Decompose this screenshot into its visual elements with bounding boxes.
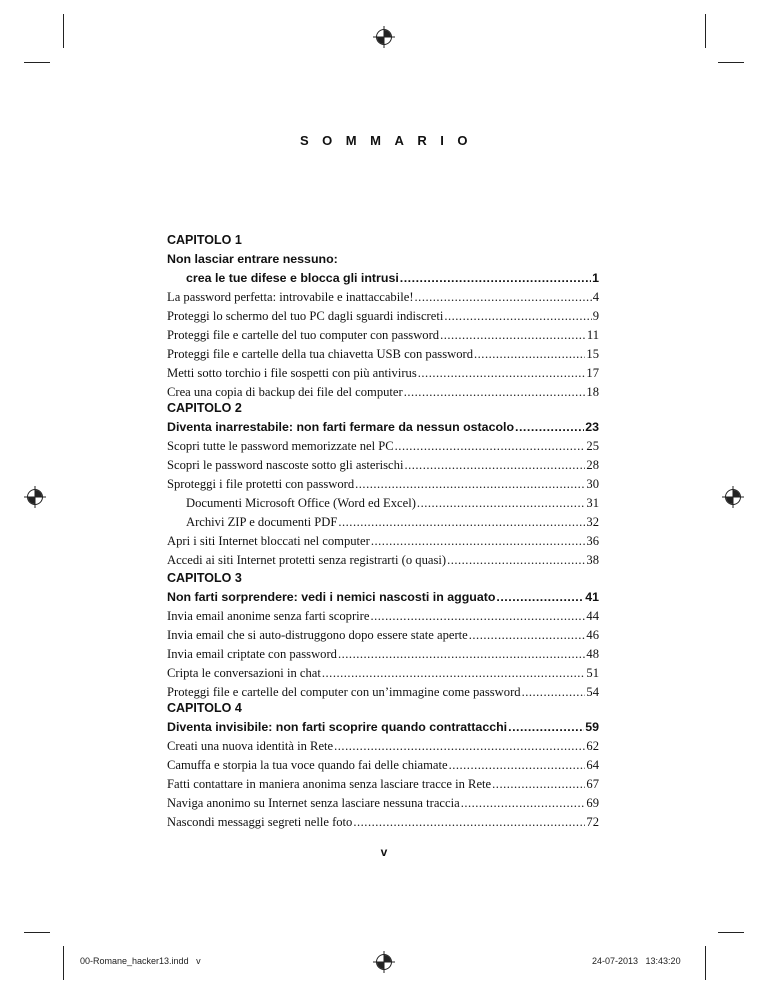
chapter-title-entry xyxy=(167,718,599,737)
entry-title: Nascondi messaggi segreti nelle foto xyxy=(167,815,353,829)
entry-page: 17 xyxy=(586,366,599,380)
toc-entry xyxy=(167,664,599,683)
entry-title: Crea una copia di backup dei file del computer xyxy=(167,385,403,399)
entry-title: Apri i siti Internet bloccati nel computer xyxy=(167,534,370,548)
chapter-3-block xyxy=(167,569,599,702)
crop-mark-bottom-right-v xyxy=(705,946,706,980)
leader-dots xyxy=(418,364,586,383)
chapter-page: 41 xyxy=(585,590,599,604)
entry-title: Camuffa e storpia la tua voce quando fai delle chiamate xyxy=(167,758,448,772)
leader-dots xyxy=(395,437,586,456)
toc-entry xyxy=(167,345,599,364)
entry-title: Fatti contattare in maniera anonima senza lasciare tracce in Rete xyxy=(167,777,492,791)
chapter-page: 23 xyxy=(585,420,599,434)
entry-title: Invia email criptate con password xyxy=(167,647,337,661)
leader-dots xyxy=(449,756,586,775)
entry-page: 25 xyxy=(586,439,599,453)
toc-entry xyxy=(167,813,599,832)
entry-title: Accedi ai siti Internet protetti senza registrarti (o quasi) xyxy=(167,553,447,567)
slug-filename: 00-Romane_hacker13.indd v xyxy=(80,956,201,966)
entry-page: 4 xyxy=(592,290,599,304)
entry-title: Proteggi file e cartelle del tuo computer con password xyxy=(167,328,440,342)
chapter-2-block xyxy=(167,399,599,570)
entry-page: 18 xyxy=(586,385,599,399)
toc-entry xyxy=(167,794,599,813)
entry-page: 44 xyxy=(586,609,599,623)
entry-title: Proteggi file e cartelle del computer con un’immagine come password xyxy=(167,685,521,699)
toc-entry xyxy=(167,645,599,664)
leader-dots xyxy=(440,326,586,345)
toc-entry xyxy=(167,364,599,383)
chapter-page: 1 xyxy=(592,271,599,285)
registration-mark-top-icon xyxy=(373,26,395,48)
entry-title: Proteggi lo schermo del tuo PC dagli sguardi indiscreti xyxy=(167,309,444,323)
leader-dots xyxy=(322,664,586,683)
leader-dots xyxy=(355,475,585,494)
leader-dots xyxy=(338,645,585,664)
chapter-title-line: Non lasciar entrare nessuno: xyxy=(167,252,338,266)
toc-entry xyxy=(167,756,599,775)
crop-mark-bottom-right-h xyxy=(718,932,744,933)
entry-title: Invia email anonime senza farti scoprire xyxy=(167,609,370,623)
toc-entry xyxy=(167,307,599,326)
chapter-4-block xyxy=(167,699,599,832)
chapter-title: Diventa invisibile: non farti scoprire quando contrattacchi xyxy=(167,720,508,734)
leader-dots xyxy=(492,775,585,794)
entry-page: 67 xyxy=(586,777,599,791)
crop-mark-bottom-left-v xyxy=(63,946,64,980)
chapter-title-entry xyxy=(167,418,599,437)
entry-title: Naviga anonimo su Internet senza lasciare nessuna traccia xyxy=(167,796,460,810)
entry-page: 15 xyxy=(586,347,599,361)
slug-timestamp: 24-07-2013 13:43:20 xyxy=(592,956,681,966)
entry-page: 36 xyxy=(586,534,599,548)
entry-title: Archivi ZIP e documenti PDF xyxy=(186,515,338,529)
entry-page: 72 xyxy=(586,815,599,829)
entry-page: 46 xyxy=(586,628,599,642)
crop-mark-top-right-h xyxy=(718,62,744,63)
entry-title: Creati una nuova identità in Rete xyxy=(167,739,334,753)
crop-mark-top-right-v xyxy=(705,14,706,48)
leader-dots xyxy=(417,494,585,513)
leader-dots xyxy=(353,813,585,832)
entry-title: La password perfetta: introvabile e inattaccabile! xyxy=(167,290,414,304)
chapter-page: 59 xyxy=(585,720,599,734)
page-number: v xyxy=(380,845,388,859)
leader-dots xyxy=(508,718,584,737)
toc-entry xyxy=(167,326,599,345)
entry-page: 31 xyxy=(586,496,599,510)
registration-mark-left-icon xyxy=(24,486,46,508)
entry-page: 30 xyxy=(586,477,599,491)
leader-dots xyxy=(400,269,591,288)
registration-mark-bottom-icon xyxy=(373,951,395,973)
leader-dots xyxy=(474,345,585,364)
crop-mark-top-left-v xyxy=(63,14,64,48)
crop-mark-bottom-left-h xyxy=(24,932,50,933)
chapter-label: CAPITOLO 1 xyxy=(167,233,242,247)
chapter-label: CAPITOLO 3 xyxy=(167,571,242,585)
leader-dots xyxy=(334,737,585,756)
entry-page: 38 xyxy=(586,553,599,567)
chapter-label: CAPITOLO 2 xyxy=(167,401,242,415)
toc-entry xyxy=(167,775,599,794)
entry-page: 28 xyxy=(586,458,599,472)
entry-page: 32 xyxy=(586,515,599,529)
leader-dots xyxy=(404,456,585,475)
crop-mark-top-left-h xyxy=(24,62,50,63)
leader-dots xyxy=(370,607,585,626)
toc-entry xyxy=(167,626,599,645)
leader-dots xyxy=(469,626,586,645)
toc-entry xyxy=(167,513,599,532)
entry-title: Invia email che si auto-distruggono dopo essere state aperte xyxy=(167,628,468,642)
chapter-1-block xyxy=(167,231,599,402)
toc-entry xyxy=(167,607,599,626)
registration-mark-right-icon xyxy=(722,486,744,508)
chapter-label: CAPITOLO 4 xyxy=(167,701,242,715)
leader-dots xyxy=(496,588,584,607)
toc-entry xyxy=(167,475,599,494)
entry-title: Metti sotto torchio i file sospetti con più antivirus xyxy=(167,366,417,380)
toc-entry xyxy=(167,288,599,307)
leader-dots xyxy=(461,794,586,813)
toc-entry xyxy=(167,437,599,456)
entry-title: Sproteggi i file protetti con password xyxy=(167,477,355,491)
entry-title: Scopri tutte le password memorizzate nel PC xyxy=(167,439,394,453)
toc-entry xyxy=(167,551,599,570)
toc-entry xyxy=(167,494,599,513)
toc-entry xyxy=(167,737,599,756)
entry-title: Documenti Microsoft Office (Word ed Excel) xyxy=(186,496,416,510)
chapter-title: crea le tue difese e blocca gli intrusi xyxy=(186,271,399,285)
entry-page: 69 xyxy=(586,796,599,810)
chapter-title: Non farti sorprendere: vedi i nemici nascosti in agguato xyxy=(167,590,496,604)
leader-dots xyxy=(515,418,584,437)
entry-page: 64 xyxy=(586,758,599,772)
entry-title: Proteggi file e cartelle della tua chiavetta USB con password xyxy=(167,347,473,361)
leader-dots xyxy=(415,288,592,307)
entry-title: Scopri le password nascoste sotto gli asterischi xyxy=(167,458,404,472)
entry-page: 48 xyxy=(586,647,599,661)
entry-title: Cripta le conversazioni in chat xyxy=(167,666,321,680)
chapter-title-entry xyxy=(167,588,599,607)
entry-page: 51 xyxy=(586,666,599,680)
leader-dots xyxy=(338,513,585,532)
toc-entry xyxy=(167,456,599,475)
leader-dots xyxy=(444,307,591,326)
entry-page: 9 xyxy=(592,309,599,323)
toc-entry xyxy=(167,532,599,551)
chapter-title-entry xyxy=(167,269,599,288)
entry-page: 62 xyxy=(586,739,599,753)
entry-page: 11 xyxy=(586,328,599,342)
chapter-title: Diventa inarrestabile: non farti fermare da nessun ostacolo xyxy=(167,420,515,434)
entry-page: 54 xyxy=(586,685,599,699)
toc-heading: SOMMARIO xyxy=(300,133,481,148)
leader-dots xyxy=(447,551,585,570)
leader-dots xyxy=(371,532,586,551)
